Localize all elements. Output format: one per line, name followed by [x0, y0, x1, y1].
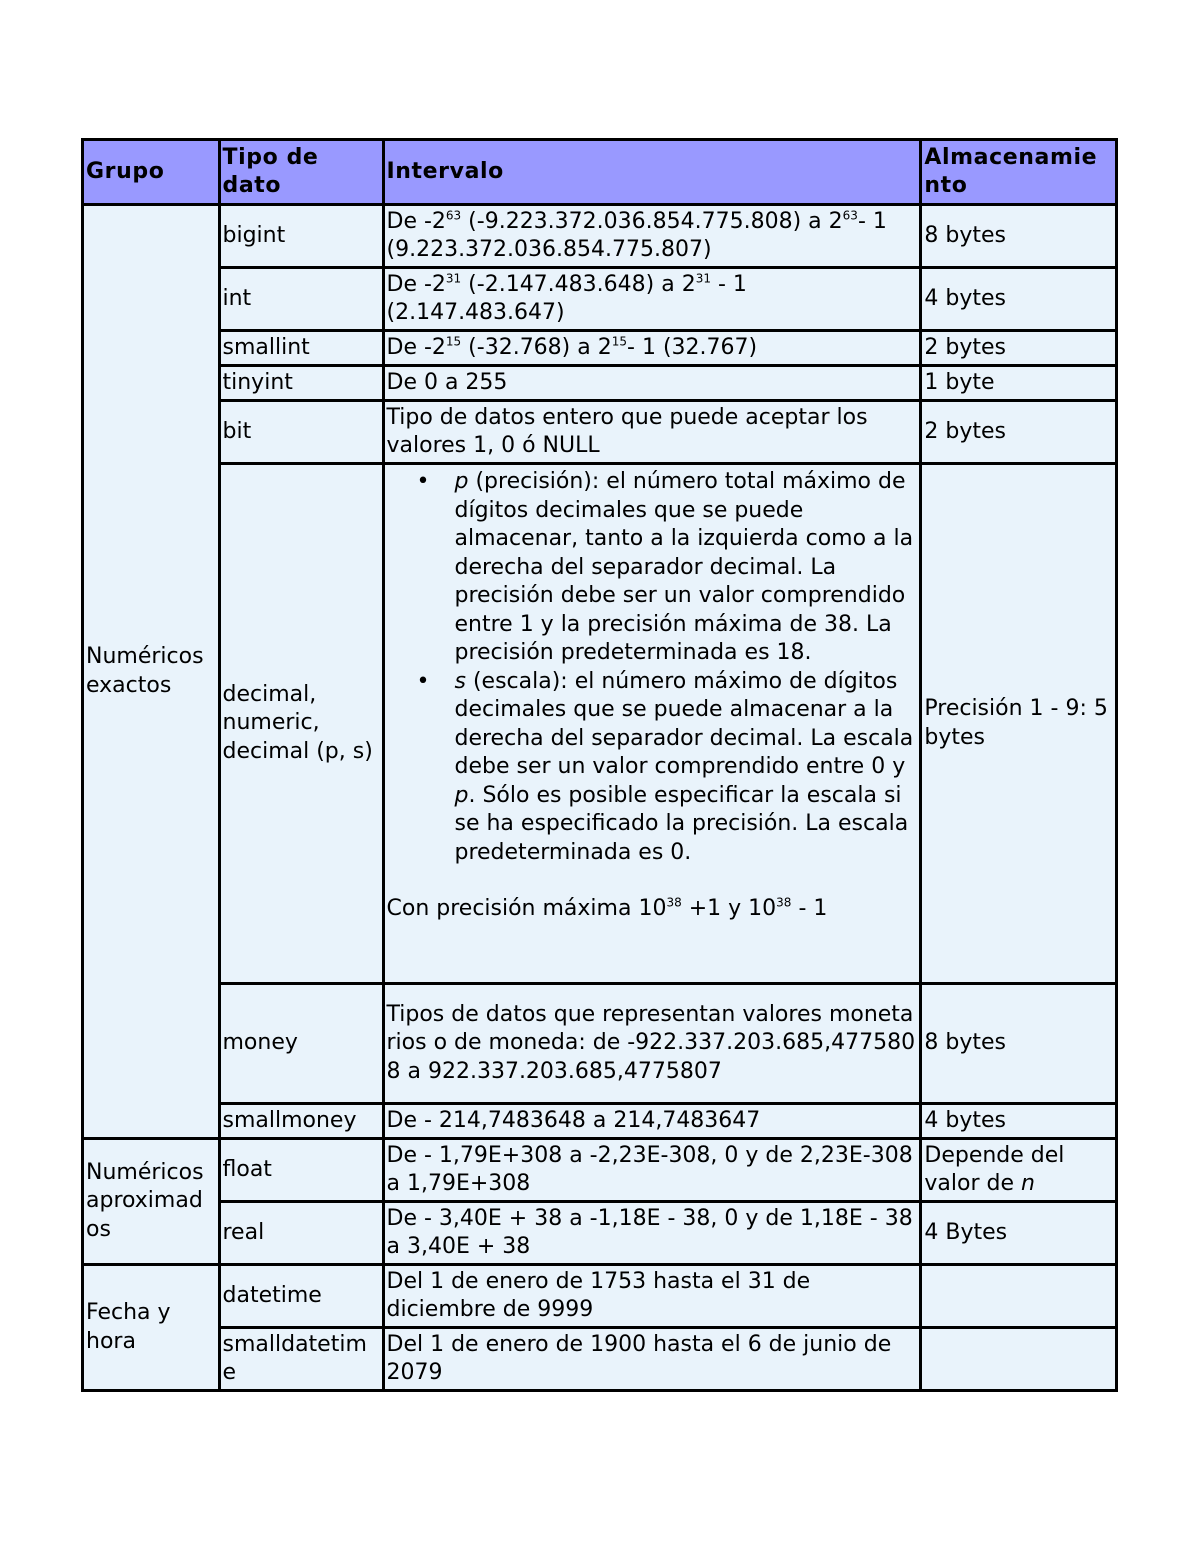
intervalo-cell	[383, 464, 921, 984]
intervalo-cell: De - 3,40E + 38 a -1,18E - 38, 0 y de 1,18E - 38 a 3,40E + 38	[383, 1202, 921, 1265]
header-tipo: Tipo de dato	[219, 140, 383, 205]
intervalo-cell: Tipo de datos entero que puede aceptar los valores 1, 0 ó NULL	[383, 401, 921, 464]
almacenamiento-cell	[921, 1328, 1117, 1391]
almacenamiento-cell: 4 bytes	[921, 268, 1117, 331]
tipo-cell: real	[219, 1202, 383, 1265]
almacenamiento-cell	[921, 1265, 1117, 1328]
header-almacenamiento: Almacenamiento	[921, 140, 1117, 205]
almacenamiento-cell: 8 bytes	[921, 984, 1117, 1104]
table-row	[83, 984, 1117, 1104]
intervalo-cell: De $-2^{15}$ (-32.768) a $2^{15}-$ 1 (32.767)	[383, 331, 921, 366]
tipo-cell: datetime	[219, 1265, 383, 1328]
almacenamiento-cell: 2 bytes	[921, 331, 1117, 366]
header-grupo: Grupo	[83, 140, 220, 205]
table-row	[83, 205, 1117, 268]
tipo-cell: float	[219, 1139, 383, 1202]
table-row	[83, 401, 1117, 464]
intervalo-cell: De - 1,79E+308 a -2,23E-308, 0 y de 2,23E-308 a 1,79E+308	[383, 1139, 921, 1202]
intervalo-cell: Tipos de datos que representan valores monetarios o de moneda: de -922.337.203.685,4775808 a 922.337.203.685,4775807	[383, 984, 921, 1104]
intervalo-cell: Del 1 de enero de 1753 hasta el 31 de diciembre de 9999	[383, 1265, 921, 1328]
almacenamiento-cell: 4 Bytes	[921, 1202, 1117, 1265]
tipo-cell: bit	[219, 401, 383, 464]
almacenamiento-cell: 4 bytes	[921, 1104, 1117, 1139]
data-types-table	[81, 138, 1118, 1392]
tipo-cell: decimal, numeric, decimal (p, s)	[219, 464, 383, 984]
list-item: • s (escala): el número máximo de dígitos decimales que se puede almacenar a la derecha del separador decimal. La escala debe ser un valor comprendido entre 0 y p. Sólo es posible especificar la escala si se ha especificado la precisión. La escala predeterminada es 0.	[416, 668, 914, 865]
table-row	[83, 464, 1117, 984]
almacenamiento-cell: 2 bytes	[921, 401, 1117, 464]
table-row	[83, 268, 1117, 331]
almacenamiento-cell: Depende del valor de n	[921, 1139, 1117, 1202]
bullet-icon: •	[416, 469, 430, 494]
group-fecha-hora: Fecha y hora	[83, 1265, 220, 1391]
tipo-cell: smallmoney	[219, 1104, 383, 1139]
almacenamiento-cell: 1 byte	[921, 366, 1117, 401]
group-numericos-exactos: Numéricos exactos	[83, 205, 220, 1139]
intervalo-cell: De - 214,7483648 a 214,7483647	[383, 1104, 921, 1139]
intervalo-cell: De $-2^{31}$ (-2.147.483.648) a $2^{31} - 1$ (2.147.483.647)	[383, 268, 921, 331]
intervalo-cell: De $-2^{63}$ (-9.223.372.036.854.775.808) a $2^{63}-$ 1 (9.223.372.036.854.775.807)	[383, 205, 921, 268]
decimal-parameter-list	[387, 468, 918, 867]
table-row	[83, 1104, 1117, 1139]
table-row	[83, 331, 1117, 366]
tipo-cell: int	[219, 268, 383, 331]
header-intervalo: Intervalo	[383, 140, 921, 205]
tipo-cell: smallint	[219, 331, 383, 366]
table-row	[83, 366, 1117, 401]
tipo-cell: tinyint	[219, 366, 383, 401]
list-item: • p (precisión): el número total máximo de dígitos decimales que se puede almacenar, tanto a la izquierda como a la derecha del separador decimal. La precisión debe ser un valor comprendido entre 1 y la precisión máxima de 38. La precisión predeterminada es 18.	[416, 469, 914, 665]
almacenamiento-cell: 8 bytes	[921, 205, 1117, 268]
max-precision-note: Con precisión máxima $10^{38} +1$ y $10^{38} - 1$	[386, 895, 828, 921]
table-row	[83, 1328, 1117, 1391]
intervalo-cell: Del 1 de enero de 1900 hasta el 6 de junio de 2079	[383, 1328, 921, 1391]
table-row	[83, 1265, 1117, 1328]
bullet-icon: •	[416, 668, 430, 694]
almacenamiento-cell: Precisión 1 - 9: 5 bytes	[921, 464, 1117, 984]
intervalo-cell: De 0 a 255	[383, 366, 921, 401]
tipo-cell: money	[219, 984, 383, 1104]
table-row	[83, 1202, 1117, 1265]
tipo-cell: bigint	[219, 205, 383, 268]
header-row	[83, 140, 1117, 205]
table-row	[83, 1139, 1117, 1202]
group-numericos-aproximados: Numéricos aproximados	[83, 1139, 220, 1265]
tipo-cell: smalldatetime	[219, 1328, 383, 1391]
